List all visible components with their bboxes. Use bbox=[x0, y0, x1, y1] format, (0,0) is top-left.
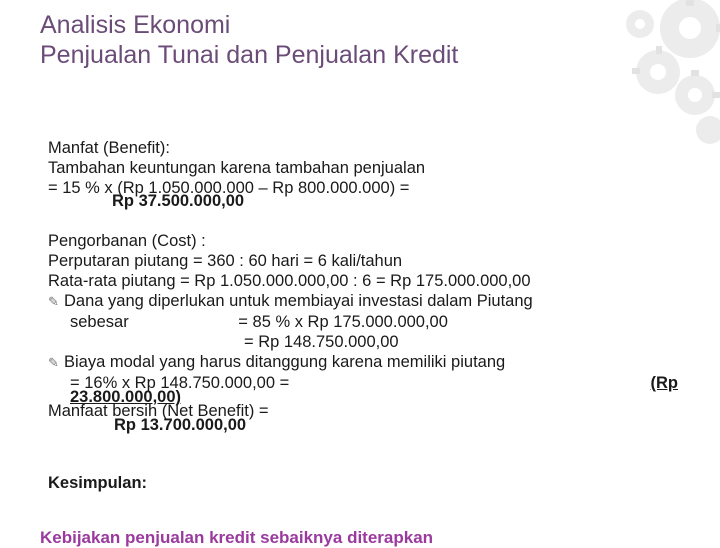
net-benefit-value: Rp 13.700.000,00 bbox=[114, 416, 247, 434]
slide-title bbox=[40, 10, 458, 70]
benefit-line-2: = 15 % x (Rp 1.050.000.000 – Rp 800.000.000) = bbox=[48, 179, 410, 197]
cost-heading: Pengorbanan (Cost) : bbox=[48, 232, 206, 250]
net-benefit-label: Manfaat bersih (Net Benefit) = bbox=[48, 402, 269, 420]
cost-bullet-1-line-3: = Rp 148.750.000,00 bbox=[244, 333, 399, 351]
cost-line-2: Rata-rata piutang = Rp 1.050.000.000,00 : 6 = Rp 175.000.000,00 bbox=[48, 272, 531, 290]
cost-bullet-2-right: (Rp bbox=[650, 374, 678, 392]
slide-body bbox=[48, 138, 678, 493]
cost-bullet-1-label: sebesar bbox=[70, 313, 129, 331]
cost-bullet-1 bbox=[48, 291, 648, 312]
cost-bullet-1-line-2 bbox=[48, 312, 648, 332]
cost-bullet-2 bbox=[48, 352, 648, 373]
gears-decoration-icon bbox=[570, 0, 720, 150]
conclusion-cut-off-text: Kebijakan penjualan kredit sebaiknya diterapkan bbox=[40, 528, 434, 547]
conclusion-heading: Kesimpulan: bbox=[48, 474, 148, 492]
cost-bullet-2-formula: = 16% x Rp 148.750.000,00 = bbox=[70, 374, 290, 392]
cost-bullet-1-text: Dana yang diperlukan untuk membiayai investasi dalam Piutang bbox=[64, 292, 533, 310]
cost-bullet-1-value: = 85 % x Rp 175.000.000,00 bbox=[238, 313, 448, 331]
title-line-1: Analisis Ekonomi bbox=[40, 11, 231, 39]
cost-bullet-2-text: Biaya modal yang harus ditanggung karena memiliki piutang bbox=[64, 353, 506, 371]
cost-line-1: Perputaran piutang = 360 : 60 hari = 6 kali/tahun bbox=[48, 252, 403, 270]
bullet-icon: ✎ bbox=[48, 355, 59, 370]
benefit-result: Rp 37.500.000,00 bbox=[112, 192, 245, 210]
title-line-2: Penjualan Tunai dan Penjualan Kredit bbox=[40, 41, 459, 69]
benefit-heading: Manfat (Benefit): bbox=[48, 139, 170, 157]
bullet-icon: ✎ bbox=[48, 294, 59, 309]
cost-bullet-2-result: 23.800.000,00) bbox=[70, 388, 182, 406]
benefit-line-1: Tambahan keuntungan karena tambahan penjualan bbox=[48, 159, 426, 177]
